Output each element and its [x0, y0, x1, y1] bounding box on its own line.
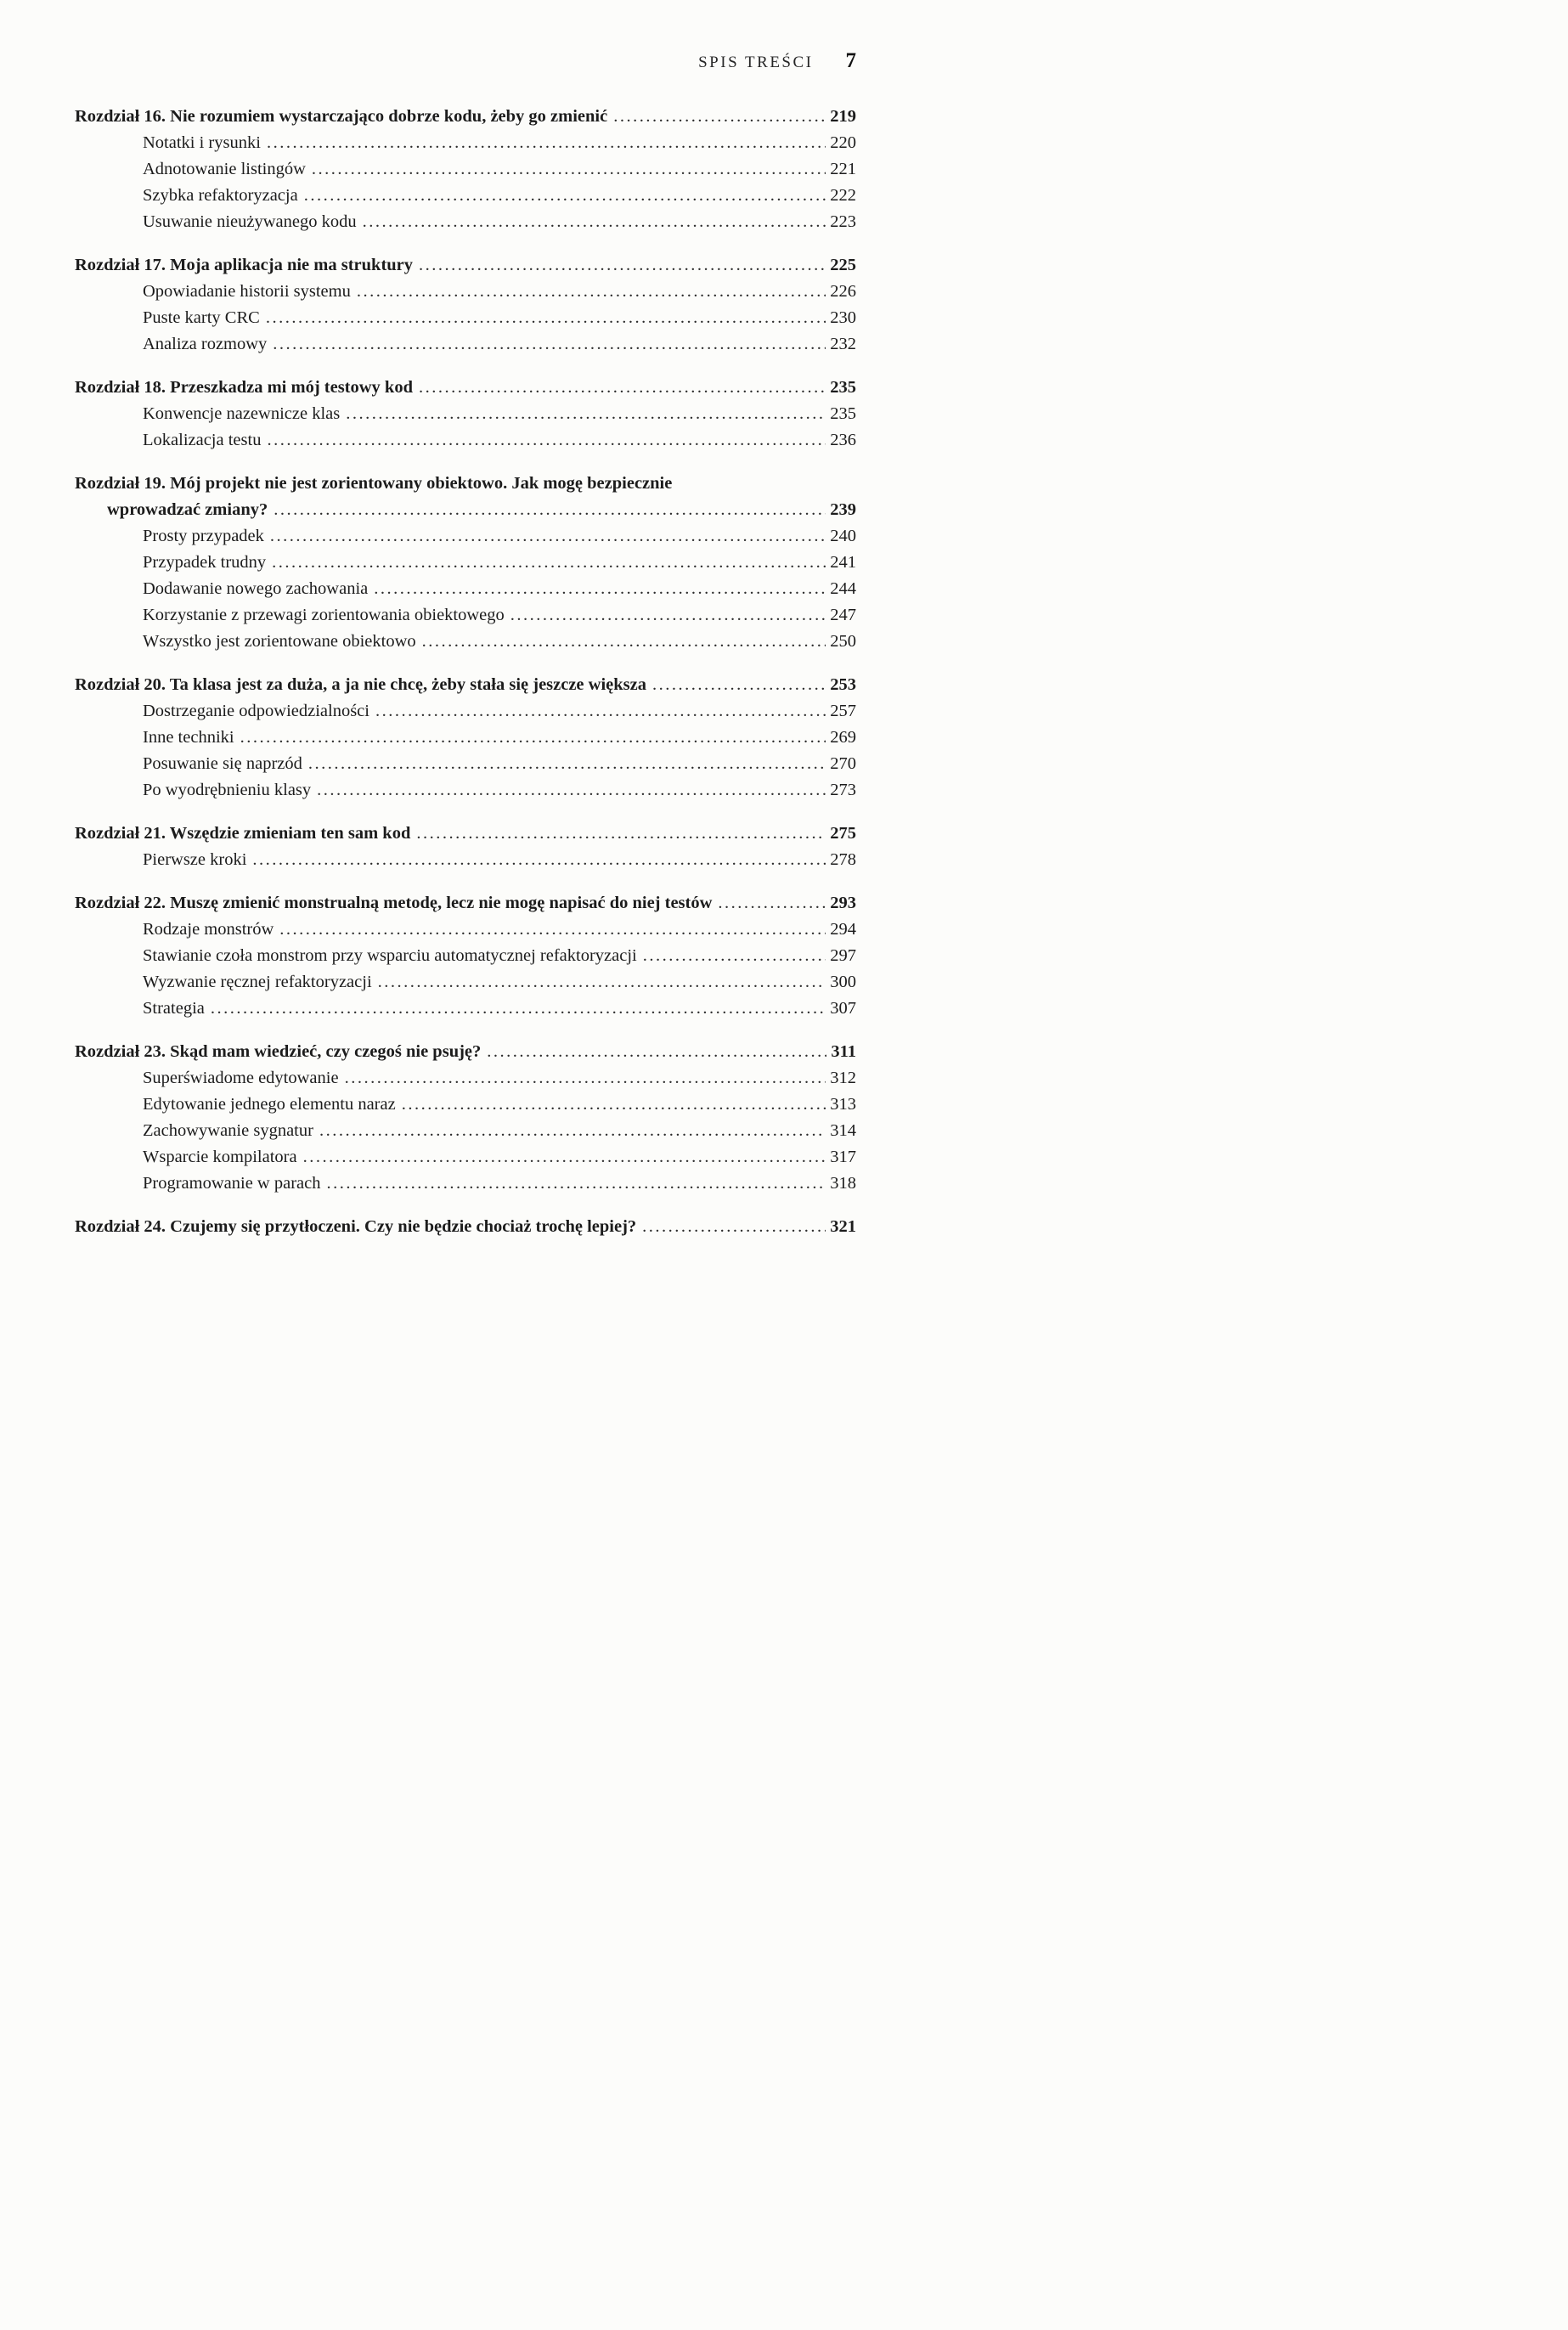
dot-leader — [273, 331, 826, 358]
section-entry-title: Opowiadanie historii systemu — [143, 282, 351, 301]
dot-leader — [317, 777, 826, 804]
chapter-entry-page-number: 225 — [830, 256, 856, 274]
section-entry — [75, 305, 856, 331]
section-entry — [75, 576, 856, 602]
toc-chapter — [75, 1214, 856, 1240]
section-entry-page-number: 314 — [830, 1121, 856, 1140]
dot-leader — [274, 497, 826, 523]
dot-leader — [303, 1144, 826, 1171]
dot-leader — [419, 375, 826, 401]
section-entry-page-number: 226 — [830, 282, 856, 301]
section-entry-title: Inne techniki — [143, 728, 234, 747]
section-entry-page-number: 236 — [830, 431, 856, 449]
section-entry-title: Po wyodrębnieniu klasy — [143, 781, 312, 799]
section-entry — [75, 1065, 856, 1092]
section-entry — [75, 156, 856, 183]
section-entry — [75, 401, 856, 427]
section-entry-title: Edytowanie jednego elementu naraz — [143, 1095, 396, 1114]
section-entry-page-number: 240 — [830, 527, 856, 545]
section-entry-title: Wszystko jest zorientowane obiektowo — [143, 632, 416, 651]
toc-chapter — [75, 1039, 856, 1197]
dot-leader — [240, 725, 826, 751]
section-entry — [75, 1171, 856, 1197]
chapter-entry — [75, 890, 856, 917]
dot-leader — [211, 996, 826, 1022]
section-entry-page-number: 300 — [830, 973, 856, 991]
section-entry — [75, 1092, 856, 1118]
section-entry-title: Zachowywanie sygnatur — [143, 1121, 313, 1140]
section-entry-page-number: 313 — [830, 1095, 856, 1114]
dot-leader — [613, 104, 826, 130]
section-entry — [75, 725, 856, 751]
chapter-entry — [75, 375, 856, 401]
chapter-entry — [75, 672, 856, 698]
section-entry-title: Puste karty CRC — [143, 308, 260, 327]
section-entry-page-number: 257 — [830, 702, 856, 720]
dot-leader — [652, 672, 826, 698]
chapter-entry-title: Rozdział 18. Przeszkadza mi mój testowy kod — [75, 378, 413, 397]
dot-leader — [270, 523, 826, 550]
dot-leader — [643, 943, 826, 969]
section-entry — [75, 209, 856, 235]
dot-leader — [402, 1092, 826, 1118]
section-entry-page-number: 269 — [830, 728, 856, 747]
section-entry-page-number: 250 — [830, 632, 856, 651]
dot-leader — [487, 1039, 826, 1065]
chapter-entry-page-number: 275 — [830, 824, 856, 843]
dot-leader — [422, 629, 826, 655]
header-page-number: 7 — [845, 49, 856, 72]
section-entry-title: Rodzaje monstrów — [143, 920, 274, 939]
section-entry-page-number: 247 — [830, 606, 856, 624]
chapter-entry-page-number: 235 — [830, 378, 856, 397]
section-entry — [75, 917, 856, 943]
dot-leader — [266, 305, 826, 331]
dot-leader — [326, 1171, 826, 1197]
dot-leader — [267, 130, 826, 156]
chapter-entry-page-number: 293 — [830, 894, 856, 912]
chapter-entry — [75, 252, 856, 279]
dot-leader — [378, 969, 826, 996]
section-entry-title: Usuwanie nieużywanego kodu — [143, 212, 357, 231]
dot-leader — [510, 602, 826, 629]
chapter-entry — [75, 471, 856, 497]
section-entry-page-number: 235 — [830, 404, 856, 423]
section-entry-page-number: 222 — [830, 186, 856, 205]
toc-chapter — [75, 252, 856, 358]
dot-leader — [642, 1214, 826, 1240]
chapter-entry-continuation-title: wprowadzać zmiany? — [107, 500, 268, 519]
chapter-entry — [75, 1214, 856, 1240]
section-entry-title: Wyzwanie ręcznej refaktoryzacji — [143, 973, 372, 991]
section-entry-title: Korzystanie z przewagi zorientowania obiektowego — [143, 606, 505, 624]
dot-leader — [304, 183, 826, 209]
section-entry-page-number: 223 — [830, 212, 856, 231]
chapter-entry-title: Rozdział 22. Muszę zmienić monstrualną metodę, lecz nie mogę napisać do niej testów — [75, 894, 713, 912]
chapter-entry — [75, 821, 856, 847]
section-entry-title: Stawianie czoła monstrom przy wsparciu automatycznej refaktoryzacji — [143, 946, 637, 965]
chapter-entry-title: Rozdział 24. Czujemy się przytłoczeni. Czy nie będzie chociaż trochę lepiej? — [75, 1217, 637, 1236]
section-entry — [75, 777, 856, 804]
header-title: SPIS TREŚCI — [698, 54, 814, 71]
toc-chapter — [75, 672, 856, 804]
chapter-entry-title: Rozdział 19. Mój projekt nie jest zorientowany obiektowo. Jak mogę bezpiecznie — [75, 474, 673, 493]
dot-leader — [375, 698, 826, 725]
section-entry-page-number: 230 — [830, 308, 856, 327]
section-entry-title: Programowanie w parach — [143, 1174, 321, 1193]
chapter-entry-page-number: 219 — [830, 107, 856, 126]
section-entry-page-number: 317 — [830, 1148, 856, 1166]
dot-leader — [279, 917, 826, 943]
toc-chapter — [75, 104, 856, 235]
section-entry-page-number: 278 — [830, 850, 856, 869]
section-entry-page-number: 273 — [830, 781, 856, 799]
chapter-entry — [75, 1039, 856, 1065]
section-entry-title: Notatki i rysunki — [143, 133, 261, 152]
section-entry — [75, 279, 856, 305]
toc-list — [75, 104, 856, 1240]
section-entry-page-number: 244 — [830, 579, 856, 598]
section-entry-title: Prosty przypadek — [143, 527, 264, 545]
section-entry-title: Szybka refaktoryzacja — [143, 186, 298, 205]
dot-leader — [357, 279, 826, 305]
toc-chapter — [75, 890, 856, 1022]
dot-leader — [267, 427, 826, 454]
dot-leader — [346, 401, 826, 427]
page-header — [75, 49, 856, 73]
chapter-entry-page-number: 311 — [831, 1042, 856, 1061]
section-entry-title: Wsparcie kompilatora — [143, 1148, 297, 1166]
section-entry-title: Pierwsze kroki — [143, 850, 247, 869]
chapter-entry-title: Rozdział 16. Nie rozumiem wystarczająco dobrze kodu, żeby go zmienić — [75, 107, 608, 126]
section-entry — [75, 183, 856, 209]
dot-leader — [374, 576, 826, 602]
dot-leader — [252, 847, 826, 873]
chapter-entry-title: Rozdział 23. Skąd mam wiedzieć, czy czegoś nie psuję? — [75, 1042, 482, 1061]
section-entry-title: Superświadome edytowanie — [143, 1069, 339, 1087]
chapter-entry-continuation-page-number: 239 — [830, 500, 856, 519]
chapter-entry-page-number: 321 — [830, 1217, 856, 1236]
section-entry-title: Lokalizacja testu — [143, 431, 262, 449]
section-entry — [75, 847, 856, 873]
chapter-entry-title: Rozdział 17. Moja aplikacja nie ma struktury — [75, 256, 414, 274]
section-entry — [75, 550, 856, 576]
section-entry-page-number: 232 — [830, 335, 856, 353]
section-entry-page-number: 297 — [830, 946, 856, 965]
toc-chapter — [75, 821, 856, 873]
dot-leader — [312, 156, 826, 183]
section-entry-page-number: 270 — [830, 754, 856, 773]
section-entry-title: Konwencje nazewnicze klas — [143, 404, 341, 423]
section-entry-page-number: 312 — [830, 1069, 856, 1087]
chapter-entry-title: Rozdział 20. Ta klasa jest za duża, a ja nie chcę, żeby stała się jeszcze większa — [75, 675, 646, 694]
section-entry-title: Dodawanie nowego zachowania — [143, 579, 369, 598]
section-entry — [75, 943, 856, 969]
section-entry — [75, 130, 856, 156]
dot-leader — [308, 751, 826, 777]
section-entry-title: Posuwanie się naprzód — [143, 754, 302, 773]
dot-leader — [345, 1065, 826, 1092]
toc-chapter — [75, 375, 856, 454]
section-entry — [75, 969, 856, 996]
section-entry — [75, 331, 856, 358]
chapter-entry-continuation — [75, 497, 856, 523]
section-entry-page-number: 307 — [830, 999, 856, 1018]
dot-leader — [419, 252, 826, 279]
section-entry — [75, 523, 856, 550]
chapter-entry-page-number: 253 — [830, 675, 856, 694]
section-entry-title: Strategia — [143, 999, 205, 1018]
toc-chapter — [75, 471, 856, 655]
section-entry — [75, 996, 856, 1022]
dot-leader — [416, 821, 826, 847]
section-entry — [75, 1118, 856, 1144]
section-entry-title: Analiza rozmowy — [143, 335, 268, 353]
section-entry-page-number: 220 — [830, 133, 856, 152]
dot-leader — [272, 550, 826, 576]
dot-leader — [363, 209, 826, 235]
chapter-entry — [75, 104, 856, 130]
section-entry-page-number: 221 — [830, 160, 856, 178]
dot-leader — [718, 890, 826, 917]
section-entry-page-number: 241 — [830, 553, 856, 572]
section-entry — [75, 1144, 856, 1171]
section-entry — [75, 427, 856, 454]
section-entry-title: Przypadek trudny — [143, 553, 267, 572]
section-entry-page-number: 294 — [830, 920, 856, 939]
section-entry — [75, 698, 856, 725]
chapter-entry-title: Rozdział 21. Wszędzie zmieniam ten sam kod — [75, 824, 411, 843]
dot-leader — [319, 1118, 826, 1144]
section-entry — [75, 602, 856, 629]
section-entry — [75, 751, 856, 777]
section-entry-title: Dostrzeganie odpowiedzialności — [143, 702, 369, 720]
section-entry-page-number: 318 — [830, 1174, 856, 1193]
section-entry-title: Adnotowanie listingów — [143, 160, 306, 178]
section-entry — [75, 629, 856, 655]
